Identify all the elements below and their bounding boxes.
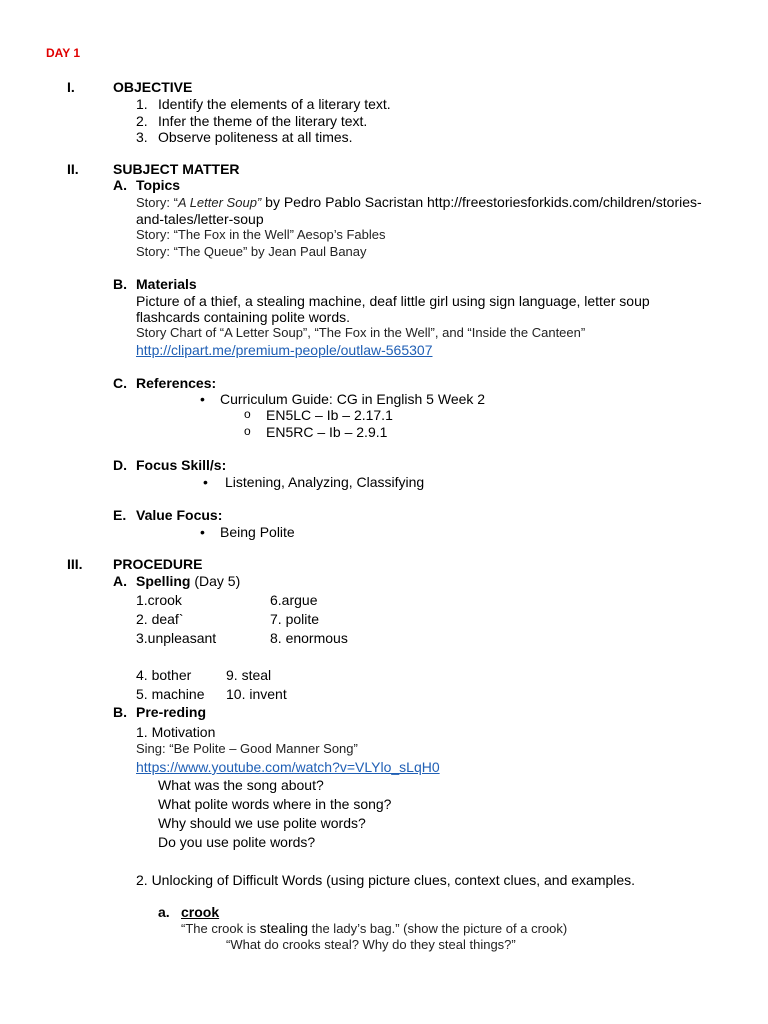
subsection-letter-value: E. bbox=[113, 507, 127, 523]
spelling-word: 6.argue bbox=[270, 592, 318, 608]
story-line-3: Story: “The Queue” by Jean Paul Banay bbox=[136, 244, 367, 259]
references-sub-1: EN5LC – Ib – 2.17.1 bbox=[266, 407, 393, 423]
section-heading-procedure: PROCEDURE bbox=[113, 556, 203, 572]
objective-item: Infer the theme of the literary text. bbox=[158, 113, 368, 129]
motivation-question: Do you use polite words? bbox=[158, 834, 316, 850]
day-label: DAY 1 bbox=[46, 46, 81, 60]
value-bullet: Being Polite bbox=[220, 524, 295, 540]
spelling-word: 9. steal bbox=[226, 667, 272, 683]
subsection-heading-materials: Materials bbox=[136, 276, 197, 292]
objective-item: Identify the elements of a literary text. bbox=[158, 96, 391, 112]
subsection-heading-references: References: bbox=[136, 375, 217, 391]
subsection-letter-references: C. bbox=[113, 375, 127, 391]
subsection-heading-value: Value Focus: bbox=[136, 507, 223, 523]
section-numeral-procedure: III. bbox=[67, 556, 83, 572]
materials-link[interactable]: http://clipart.me/premium-people/outlaw-565307 bbox=[136, 342, 433, 358]
word-letter: a. bbox=[158, 904, 170, 920]
circle-bullet-icon: o bbox=[244, 424, 251, 438]
subsection-heading-focus: Focus Skill/s: bbox=[136, 457, 227, 473]
motivation-question: Why should we use polite words? bbox=[158, 815, 366, 831]
spelling-word: 8. enormous bbox=[270, 630, 348, 646]
subsection-heading-prereading: Pre-reding bbox=[136, 704, 207, 720]
subsection-letter-focus: D. bbox=[113, 457, 127, 473]
section-heading-subject-matter: SUBJECT MATTER bbox=[113, 161, 240, 177]
word-questions: “What do crooks steal? Why do they steal things?” bbox=[226, 937, 516, 952]
word-sentence: “The crook is stealing the lady’s bag.” (show the picture of a crook) bbox=[181, 920, 568, 936]
spelling-word: 10. invent bbox=[226, 686, 287, 702]
bullet-icon: • bbox=[200, 524, 205, 540]
word-term: crook bbox=[181, 904, 220, 920]
materials-line-2: flashcards containing polite words. bbox=[136, 309, 351, 325]
motivation-question: What was the song about? bbox=[158, 777, 324, 793]
spelling-word: 5. machine bbox=[136, 686, 205, 702]
references-sub-2: EN5RC – Ib – 2.9.1 bbox=[266, 424, 388, 440]
materials-line-3: Story Chart of “A Letter Soup”, “The Fox in the Well”, and “Inside the Canteen” bbox=[136, 325, 586, 340]
spelling-word: 7. polite bbox=[270, 611, 320, 627]
section-numeral-subject-matter: II. bbox=[67, 161, 79, 177]
objective-number: 3. bbox=[136, 129, 148, 145]
motivation-label: 1. Motivation bbox=[136, 724, 216, 740]
spelling-word: 3.unpleasant bbox=[136, 630, 217, 646]
unlocking-line: 2. Unlocking of Difficult Words (using picture clues, context clues, and examples. bbox=[136, 872, 636, 888]
section-heading-objective: OBJECTIVE bbox=[113, 79, 193, 95]
subsection-heading-topics: Topics bbox=[136, 177, 181, 193]
materials-line-1: Picture of a thief, a stealing machine, deaf little girl using sign language, letter soup bbox=[136, 293, 650, 309]
sing-line: Sing: “Be Polite – Good Manner Song” bbox=[136, 741, 358, 756]
section-numeral-objective: I. bbox=[67, 79, 75, 95]
subsection-letter-spelling: A. bbox=[113, 573, 127, 589]
bullet-icon: • bbox=[200, 391, 205, 407]
subsection-letter-topics: A. bbox=[113, 177, 127, 193]
subsection-heading-spelling: Spelling (Day 5) bbox=[136, 573, 241, 589]
objective-number: 1. bbox=[136, 96, 148, 112]
spelling-word: 2. deaf` bbox=[136, 611, 184, 627]
circle-bullet-icon: o bbox=[244, 407, 251, 421]
motivation-question: What polite words where in the song? bbox=[158, 796, 392, 812]
youtube-link[interactable]: https://www.youtube.com/watch?v=VLYlo_sLqH0 bbox=[136, 759, 440, 775]
objective-number: 2. bbox=[136, 113, 148, 129]
subsection-letter-materials: B. bbox=[113, 276, 127, 292]
story-line-1-cont: and-tales/letter-soup bbox=[136, 211, 264, 227]
focus-bullet: Listening, Analyzing, Classifying bbox=[225, 474, 425, 490]
story-line-2: Story: “The Fox in the Well” Aesop’s Fables bbox=[136, 227, 386, 242]
spelling-word: 4. bother bbox=[136, 667, 192, 683]
subsection-letter-prereading: B. bbox=[113, 704, 127, 720]
story-line-1: Story: “A Letter Soup” by Pedro Pablo Sacristan http://freestoriesforkids.com/children/stories- bbox=[136, 194, 702, 210]
spelling-word: 1.crook bbox=[136, 592, 182, 608]
objective-item: Observe politeness at all times. bbox=[158, 129, 353, 145]
bullet-icon: • bbox=[203, 474, 208, 490]
references-bullet: Curriculum Guide: CG in English 5 Week 2 bbox=[220, 391, 486, 407]
